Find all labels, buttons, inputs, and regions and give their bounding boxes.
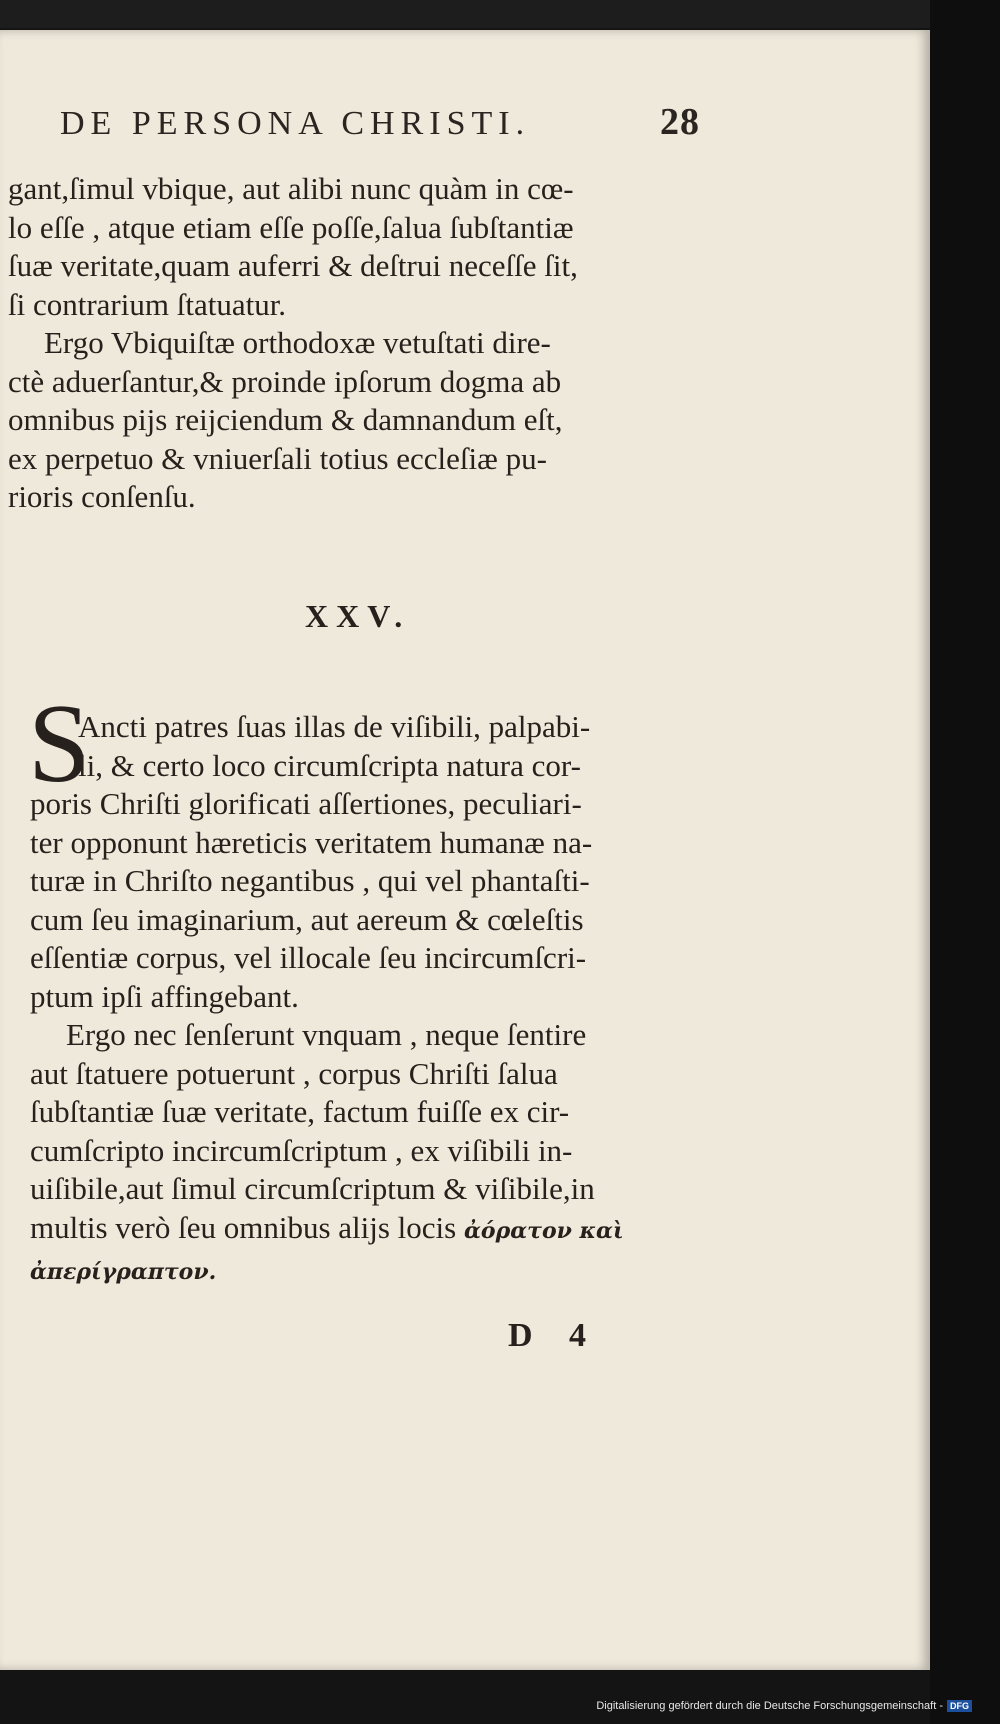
text-line: rioris conſenſu. xyxy=(8,479,196,514)
credit-text: Digitalisierung gefördert durch die Deutsche Forschungsgemeinschaft - xyxy=(596,1700,943,1712)
greek-phrase: ἀπερίγραπτον. xyxy=(30,1259,217,1285)
section-number: XXV. xyxy=(305,598,411,634)
signature-mark: D 4 xyxy=(508,1317,601,1354)
text-line: omnibus pijs reijciendum & damnandum eſt, xyxy=(8,402,563,437)
text-line: ter opponunt hæreticis veritatem humanæ na- xyxy=(30,824,593,860)
text-line: ex perpetuo & vniuerſali totius eccleſiæ pu- xyxy=(8,440,547,476)
greek-phrase: ἀόρατον καὶ xyxy=(463,1217,624,1244)
text-line: poris Chriſti glorificati aſſertiones, peculiari- xyxy=(30,786,582,821)
text-line: li, & certo loco circumſcripta natura cor- xyxy=(78,747,581,783)
text-line xyxy=(30,1250,730,1292)
dfg-logo: DFG xyxy=(947,1700,972,1712)
text-line: cumſcripto incircumſcriptum , ex viſibili in- xyxy=(30,1132,573,1168)
text-block-lower xyxy=(30,708,730,1292)
text-fragment: multis verò ſeu omnibus alijs locis xyxy=(30,1209,457,1245)
text-line: uiſibile,aut ſimul circumſcriptum & viſibile,in xyxy=(30,1171,595,1206)
running-head-title: DE PERSONA CHRISTI. xyxy=(60,105,531,142)
text-line: ſubſtantiæ ſuæ veritate, factum fuiſſe ex cir- xyxy=(30,1094,570,1129)
text-line: lo eſſe , atque etiam eſſe poſſe,ſalua ſubſtantiæ xyxy=(8,209,574,245)
text-block-upper xyxy=(8,170,708,517)
text-line: Ergo Vbiquiſtæ orthodoxæ vetuſtati dire- xyxy=(44,325,551,360)
scan-border-right xyxy=(930,0,1000,1724)
scan-border-top xyxy=(0,0,1000,28)
text-line: aut ſtatuere potuerunt , corpus Chriſti ſalua xyxy=(30,1055,558,1091)
running-head xyxy=(60,100,700,144)
drop-cap-initial: S xyxy=(28,682,91,806)
text-line: ptum ipſi affingebant. xyxy=(30,978,299,1014)
text-line: Ancti patres ſuas illas de viſibili, palpabi- xyxy=(78,709,591,744)
text-line: ſi contrarium ſtatuatur. xyxy=(8,286,287,322)
text-line: Ergo nec ſenſerunt vnquam , neque ſentire xyxy=(66,1017,587,1052)
digitization-credit xyxy=(596,1700,972,1712)
text-line: ctè aduerſantur,& proinde ipſorum dogma ab xyxy=(8,363,562,399)
text-line: gant,ſimul vbique, aut alibi nunc quàm in cœ- xyxy=(8,171,574,206)
text-line: cum ſeu imaginarium, aut aereum & cœleſtis xyxy=(30,901,584,937)
text-line: ſuæ veritate,quam auferri & deſtrui neceſſe ſit, xyxy=(8,248,578,283)
text-line xyxy=(30,1209,730,1251)
text-line: turæ in Chriſto negantibus , qui vel phantaſti- xyxy=(30,863,590,898)
page-number: 28 xyxy=(660,101,700,143)
text-line: eſſentiæ corpus, vel illocale ſeu incircumſcri- xyxy=(30,940,587,975)
